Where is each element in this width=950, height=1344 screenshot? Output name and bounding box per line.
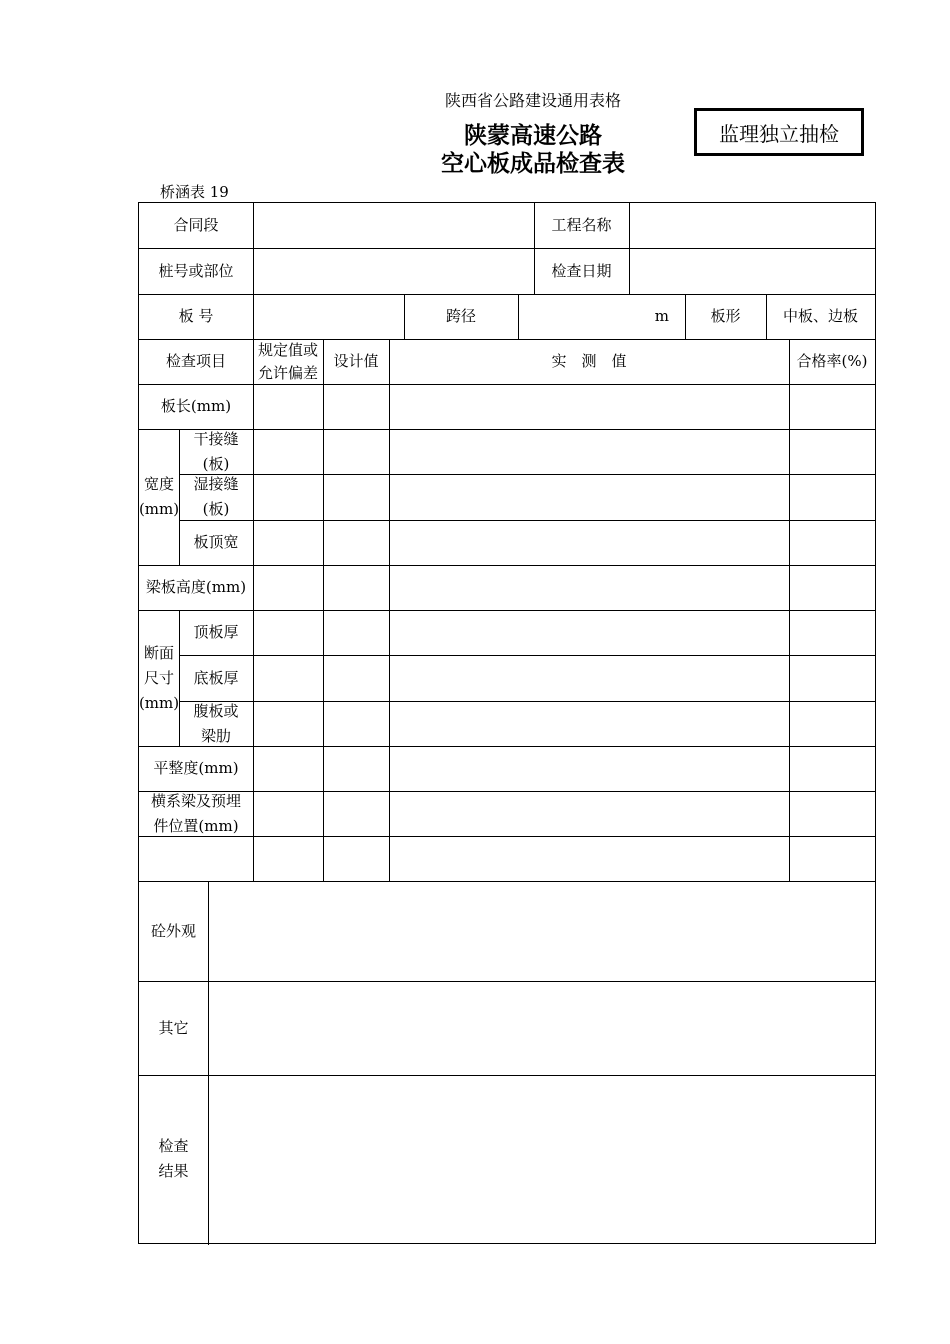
contract-section-label: 合同段	[173, 216, 219, 234]
row-label-web-or-rib: 腹板或梁肋	[193, 701, 239, 745]
inspection-form-table	[138, 202, 876, 1244]
col-header-design: 设计值	[333, 352, 379, 370]
form-number: 桥涵表 19	[160, 183, 229, 201]
row-group-width: 宽度(mm)	[138, 475, 180, 518]
row-label-top-thickness: 顶板厚	[193, 623, 239, 641]
row-label-top-width: 板顶宽	[193, 533, 239, 551]
contract-section-field[interactable]	[253, 203, 534, 248]
row-label-bottom-thickness: 底板厚	[193, 668, 239, 687]
supervision-stamp: 监理独立抽检	[694, 108, 864, 156]
table-title-line2: 空心板成品检查表	[441, 151, 625, 177]
station-location-label: 桩号或部位	[158, 261, 234, 280]
col-header-tolerance: 规定值或允许偏差	[257, 340, 318, 382]
row-label-flatness: 平整度(mm)	[153, 759, 239, 777]
row-divider	[179, 474, 875, 475]
result-label: 检查结果	[158, 1137, 189, 1180]
project-name-label: 工程名称	[551, 216, 612, 234]
row-divider	[179, 520, 875, 521]
slab-no-field[interactable]	[253, 294, 404, 339]
concrete-appearance-field[interactable]	[208, 881, 875, 981]
station-location-field[interactable]	[253, 248, 534, 294]
col-header-pass-rate: 合格率(%)	[796, 352, 868, 370]
span-label: 跨径	[445, 307, 476, 325]
col-divider	[789, 339, 790, 881]
slab-type-label: 板形	[710, 307, 741, 325]
slab-type-value: 中板、边板	[782, 307, 858, 325]
row-label-diaphragm: 横系梁及预埋件位置(mm)	[150, 791, 241, 835]
other-label: 其它	[158, 1018, 189, 1037]
col-divider	[389, 339, 390, 881]
col-divider	[253, 339, 254, 881]
row-divider	[179, 701, 875, 702]
row-label-dry-joint: 干接缝(板)	[193, 429, 239, 473]
span-field[interactable]	[518, 294, 685, 339]
col-header-measured: 实 测 值	[551, 352, 627, 370]
other-field[interactable]	[208, 981, 875, 1075]
slab-no-label: 板 号	[178, 307, 214, 325]
inspection-date-field[interactable]	[629, 248, 875, 294]
col-divider	[323, 339, 324, 881]
project-name-field[interactable]	[629, 203, 875, 248]
province-title: 陕西省公路建设通用表格	[444, 91, 621, 110]
span-unit: m	[654, 307, 669, 325]
inspection-date-label: 检查日期	[551, 261, 612, 280]
result-field[interactable]	[208, 1075, 875, 1243]
row-divider	[179, 655, 875, 656]
row-label-length: 板长(mm)	[160, 397, 232, 415]
row-label-beam-height: 梁板高度(mm)	[145, 578, 247, 596]
table-title-line1: 陕蒙高速公路	[464, 123, 602, 149]
row-group-section: 断面尺寸(mm)	[138, 643, 180, 712]
col-header-item: 检查项目	[165, 352, 226, 370]
row-divider	[139, 836, 875, 837]
concrete-appearance-label: 砼外观	[150, 921, 196, 940]
row-label-wet-joint: 湿接缝(板)	[193, 475, 239, 518]
